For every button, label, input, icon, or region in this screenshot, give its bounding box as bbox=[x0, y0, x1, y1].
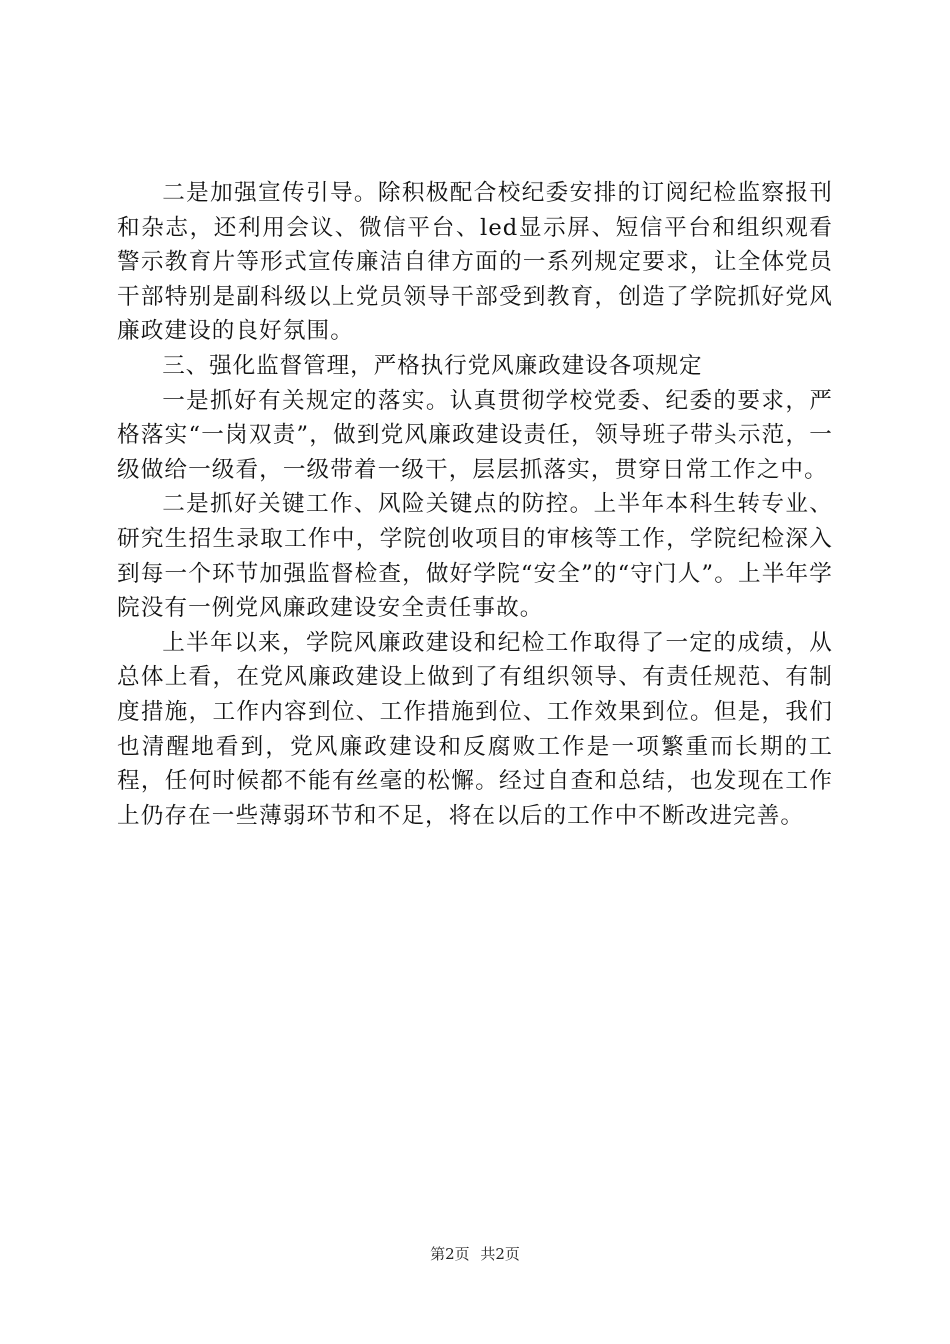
document-body bbox=[117, 176, 833, 833]
page-number-footer: 第2页 共2页 bbox=[430, 1245, 520, 1263]
section-heading-supervision: 三、强化监督管理，严格执行党风廉政建设各项规定 bbox=[162, 352, 703, 379]
paragraph-publicity-guidance: 二是加强宣传引导。除积极配合校纪委安排的订阅纪检监察报刊和杂志，还利用会议、微信平台、led显示屏、短信平台和组织观看警示教育片等形式宣传廉洁自律方面的一系列规定要求，让全体党员干部特别是副科级以上党员领导干部受到教育，创造了学院抓好党风廉政建设的良好氛围。 bbox=[117, 180, 833, 345]
paragraph-regulation-implementation: 一是抓好有关规定的落实。认真贯彻学校党委、纪委的要求，严格落实“一岗双责”，做到党风廉政建设责任，领导班子带头示范，一级做给一级看，一级带着一级干，层层抓落实，贯穿日常工作之中。 bbox=[117, 387, 833, 483]
paragraph-risk-prevention: 二是抓好关键工作、风险关键点的防控。上半年本科生转专业、研究生招生录取工作中，学院创收项目的审核等工作，学院纪检深入到每一个环节加强监督检查，做好学院“安全”的“守门人”。上半年学院没有一例党风廉政建设安全责任事故。 bbox=[117, 491, 833, 622]
paragraph-summary: 上半年以来，学院风廉政建设和纪检工作取得了一定的成绩，从总体上看，在党风廉政建设上做到了有组织领导、有责任规范、有制度措施，工作内容到位、工作措施到位、工作效果到位。但是，我们也清醒地看到，党风廉政建设和反腐败工作是一项繁重而长期的工程，任何时候都不能有丝毫的松懈。经过自查和总结，也发现在工作上仍存在一些薄弱环节和不足，将在以后的工作中不断改进完善。 bbox=[117, 629, 833, 829]
